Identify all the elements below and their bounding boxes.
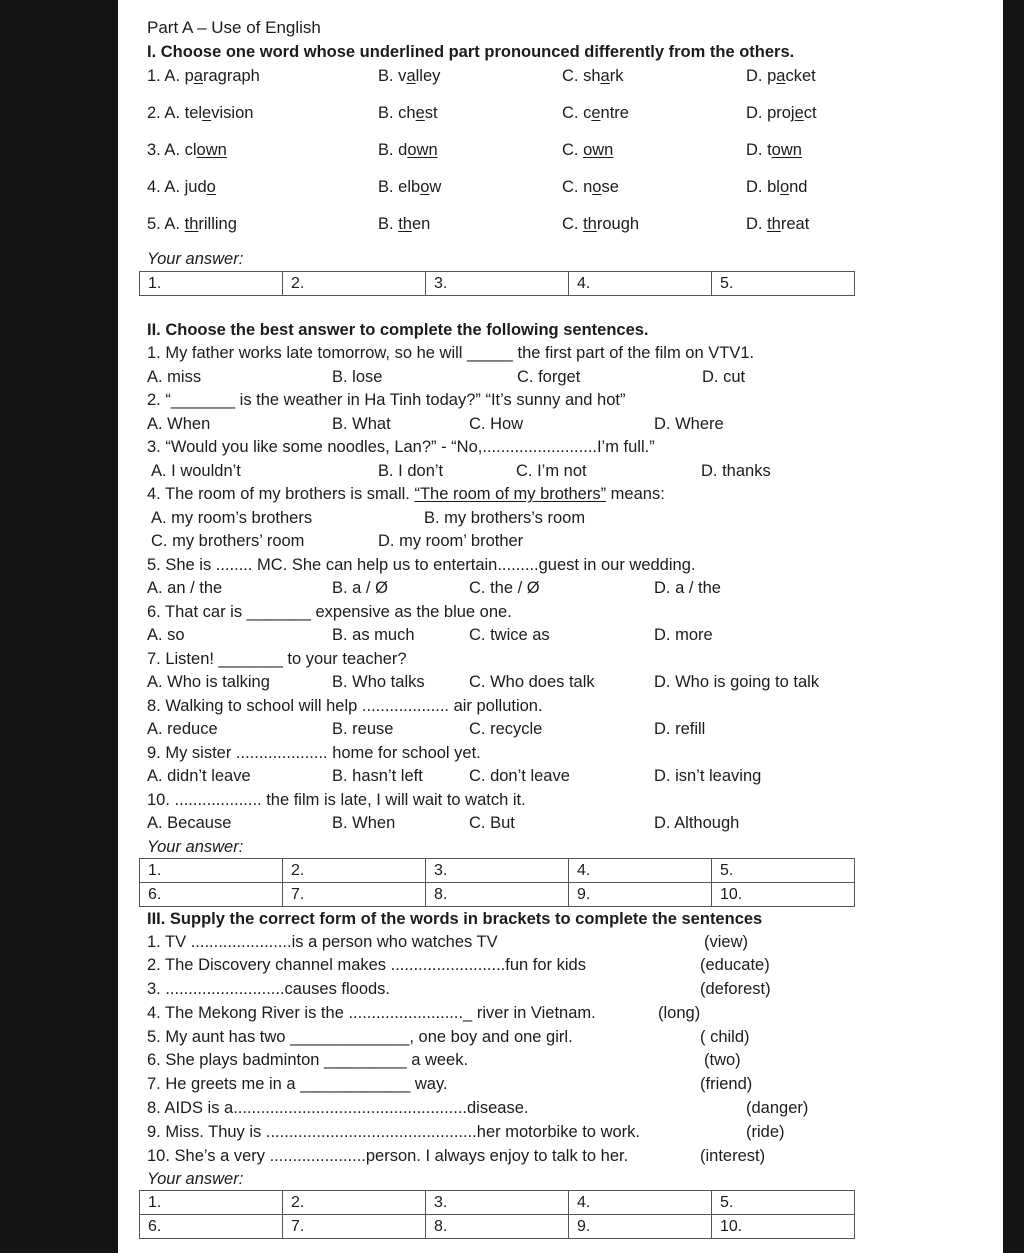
- item-text: 7. He greets me in a ____________ way.: [147, 1075, 448, 1094]
- option[interactable]: A. Who is talking: [147, 673, 270, 691]
- option[interactable]: D. more: [654, 626, 713, 644]
- option-text: B. ch: [378, 104, 416, 122]
- option-d[interactable]: [746, 212, 809, 236]
- section3-your-answer: Your answer:: [147, 1170, 244, 1189]
- options: [147, 366, 867, 390]
- option[interactable]: C. my brothers’ room: [151, 532, 305, 550]
- option[interactable]: C. recycle: [469, 720, 543, 738]
- answer-cell[interactable]: 9.: [569, 882, 712, 906]
- answer-cell[interactable]: 2.: [283, 272, 426, 296]
- answer-cell[interactable]: 5.: [712, 272, 855, 296]
- underlined-part: o: [779, 178, 790, 196]
- option[interactable]: D. my room’ brother: [378, 532, 524, 550]
- question: 10. ................... the film is late, I will wait to watch it.: [147, 790, 526, 809]
- answer-cell[interactable]: 4.: [569, 1191, 712, 1215]
- answer-cell[interactable]: 1.: [140, 272, 283, 296]
- option-text: D. proj: [746, 104, 795, 122]
- word-hint: (view): [704, 932, 748, 951]
- option-b[interactable]: [378, 175, 441, 199]
- underlined-part: e: [415, 104, 425, 122]
- question-text: 4. The room of my brothers is small.: [147, 485, 415, 503]
- option-text: D.: [746, 215, 768, 233]
- option[interactable]: A. an / the: [147, 579, 223, 597]
- underlined-part: a: [776, 67, 786, 85]
- options: [147, 507, 867, 531]
- option[interactable]: C. the / Ø: [469, 579, 540, 597]
- option[interactable]: A. Because: [147, 814, 232, 832]
- question-text: means:: [606, 485, 665, 503]
- underlined-part: th: [767, 215, 781, 233]
- option-text: ntre: [600, 104, 629, 122]
- section1-answer-table: [139, 271, 855, 296]
- option-a[interactable]: [147, 64, 260, 88]
- option[interactable]: C. Who does talk: [469, 673, 595, 691]
- option-text: cket: [785, 67, 816, 85]
- option[interactable]: C. But: [469, 814, 515, 832]
- option[interactable]: A. my room’s brothers: [151, 508, 313, 527]
- option[interactable]: A. miss: [147, 367, 202, 386]
- options: [147, 812, 867, 836]
- item-text: 6. She plays badminton _________ a week.: [147, 1051, 469, 1070]
- option-text: rough: [596, 215, 640, 233]
- answer-cell[interactable]: 8.: [426, 1215, 569, 1239]
- option-text: lley: [415, 67, 441, 85]
- option-text: C.: [562, 215, 584, 233]
- option[interactable]: D. thanks: [701, 461, 771, 480]
- word-hint: (ride): [746, 1122, 785, 1141]
- answer-cell[interactable]: 3.: [426, 272, 569, 296]
- option-text: 1. A. p: [147, 67, 194, 85]
- word-hint: (long): [658, 1003, 701, 1022]
- option[interactable]: A. didn’t leave: [147, 767, 251, 785]
- option-text: D. t: [746, 141, 772, 159]
- answer-cell[interactable]: 9.: [569, 1215, 712, 1239]
- option-text: st: [424, 104, 438, 122]
- word-form-item: [147, 1121, 867, 1145]
- option-text: B.: [378, 215, 399, 233]
- underlined-part: e: [591, 104, 601, 122]
- option[interactable]: B. When: [332, 814, 396, 832]
- option-text: reat: [780, 215, 810, 233]
- word-form-item: [147, 1073, 867, 1097]
- answer-cell[interactable]: 10.: [712, 882, 855, 906]
- underlined-part: a: [600, 67, 610, 85]
- options: [147, 624, 867, 648]
- option[interactable]: B. I don’t: [378, 461, 444, 480]
- option[interactable]: A. When: [147, 414, 211, 433]
- answer-cell[interactable]: 5.: [712, 1191, 855, 1215]
- answer-cell[interactable]: 3.: [426, 858, 569, 882]
- pronunciation-question: [147, 101, 867, 138]
- option-c[interactable]: [562, 212, 639, 236]
- option[interactable]: D. cut: [702, 367, 746, 386]
- option-text: C. sh: [562, 67, 601, 85]
- underlined-part: o: [592, 178, 602, 196]
- answer-cell[interactable]: 4.: [569, 858, 712, 882]
- option-d[interactable]: [746, 138, 802, 162]
- option-a[interactable]: [147, 175, 216, 199]
- option[interactable]: C. don’t leave: [469, 767, 570, 785]
- question: [147, 483, 867, 507]
- answer-cell[interactable]: 6.: [140, 1215, 283, 1239]
- option-text: ragraph: [202, 67, 260, 85]
- option-b[interactable]: [378, 138, 438, 162]
- part-title: Part A – Use of English: [147, 18, 321, 37]
- word-form-item: [147, 1097, 867, 1121]
- option[interactable]: B. my brothers’s room: [424, 508, 586, 527]
- answer-cell[interactable]: 2.: [283, 1191, 426, 1215]
- underlined-phrase: “The room of my brothers”: [414, 485, 607, 503]
- options: [147, 671, 867, 695]
- section1-title: I. Choose one word whose underlined part pronounced differently from the others.: [147, 43, 795, 61]
- answer-row: [140, 858, 855, 882]
- option-text: nd: [789, 178, 808, 196]
- option[interactable]: D. Who is going to talk: [654, 673, 820, 691]
- option-c[interactable]: [562, 64, 623, 88]
- question: 5. She is ........ MC. She can help us to entertain.........guest in our wedding.: [147, 555, 696, 574]
- answer-row: [140, 1215, 855, 1239]
- option-text: D. bl: [746, 178, 780, 196]
- question: 3. “Would you like some noodles, Lan?” - “No,.........................I’m full.”: [147, 438, 655, 456]
- item-text: 8. AIDS is a...................................................disease.: [147, 1099, 529, 1118]
- answer-cell[interactable]: 7.: [283, 1215, 426, 1239]
- question: 6. That car is _______ expensive as the blue one.: [147, 602, 512, 621]
- option-d[interactable]: [746, 101, 817, 125]
- section1-your-answer: Your answer:: [147, 250, 244, 268]
- option-c[interactable]: [562, 175, 619, 199]
- underlined-part: own: [771, 141, 802, 159]
- answer-row: [140, 272, 855, 296]
- option-text: C. n: [562, 178, 593, 196]
- option-text: vision: [211, 104, 254, 122]
- option-text: D. p: [746, 67, 777, 85]
- option-b[interactable]: [378, 101, 438, 125]
- pronunciation-question: [147, 138, 867, 175]
- option-text: C. c: [562, 104, 592, 122]
- option-text: B. elb: [378, 178, 421, 196]
- word-form-item: [147, 1049, 867, 1073]
- item-text: 2. The Discovery channel makes .........................fun for kids: [147, 956, 586, 975]
- word-form-item: [147, 931, 867, 955]
- underlined-part: own: [583, 141, 614, 159]
- option-a[interactable]: [147, 212, 237, 236]
- underlined-part: own: [196, 141, 227, 159]
- options: [147, 413, 867, 437]
- option[interactable]: D. Where: [654, 414, 724, 433]
- underlined-part: o: [206, 178, 216, 196]
- option[interactable]: B. lose: [332, 367, 383, 386]
- word-hint: ( child): [700, 1027, 750, 1046]
- answer-cell[interactable]: 1.: [140, 1191, 283, 1215]
- answer-cell[interactable]: 7.: [283, 882, 426, 906]
- answer-cell[interactable]: 10.: [712, 1215, 855, 1239]
- item-text: 4. The Mekong River is the ........................._ river in Vietnam.: [147, 1003, 596, 1022]
- option[interactable]: D. isn’t leaving: [654, 767, 762, 785]
- option[interactable]: D. refill: [654, 720, 706, 738]
- underlined-part: th: [184, 215, 199, 233]
- option-text: w: [429, 178, 442, 196]
- answer-cell[interactable]: 3.: [426, 1191, 569, 1215]
- word-form-item: [147, 1145, 867, 1169]
- item-text: 1. TV ......................is a person who watches TV: [147, 932, 498, 951]
- underlined-part: e: [794, 104, 804, 122]
- word-form-item: [147, 954, 867, 978]
- worksheet-content: [147, 16, 867, 1239]
- options: [147, 460, 867, 484]
- option[interactable]: A. reduce: [147, 720, 218, 738]
- word-form-item: [147, 978, 867, 1002]
- option[interactable]: D. Although: [654, 814, 740, 832]
- section2-answer-table: [139, 858, 855, 907]
- option[interactable]: A. so: [147, 626, 185, 644]
- option[interactable]: B. Who talks: [332, 673, 425, 691]
- option-b[interactable]: [378, 212, 430, 236]
- pronunciation-question: [147, 175, 867, 212]
- option-d[interactable]: [746, 175, 807, 199]
- section3-title: III. Supply the correct form of the words in brackets to complete the sentences: [147, 909, 763, 928]
- section3-answer-table: [139, 1190, 855, 1239]
- option-text: 2. A. tel: [147, 104, 203, 122]
- option-text: 4. A. jud: [147, 178, 207, 196]
- options: [147, 718, 867, 742]
- question: 9. My sister .................... home for school yet.: [147, 743, 481, 762]
- answer-row: [140, 882, 855, 906]
- question: 1. My father works late tomorrow, so he will _____ the first part of the film on VTV1.: [147, 344, 755, 362]
- underlined-part: e: [202, 104, 212, 122]
- option[interactable]: B. hasn’t left: [332, 767, 423, 785]
- word-hint: (interest): [700, 1146, 766, 1165]
- word-hint: (two): [704, 1051, 741, 1070]
- underlined-part: th: [583, 215, 597, 233]
- answer-cell[interactable]: 8.: [426, 882, 569, 906]
- option-text: C.: [562, 141, 584, 159]
- pronunciation-question: [147, 212, 867, 249]
- option[interactable]: C. twice as: [469, 626, 550, 644]
- pronunciation-question: [147, 64, 867, 101]
- underlined-part: o: [420, 178, 430, 196]
- underlined-part: a: [193, 67, 203, 85]
- word-hint: (educate): [700, 956, 770, 975]
- option[interactable]: C. How: [469, 414, 524, 433]
- option-text: en: [411, 215, 431, 233]
- question: 7. Listen! _______ to your teacher?: [147, 649, 407, 668]
- answer-row: [140, 1191, 855, 1215]
- answer-cell[interactable]: 5.: [712, 858, 855, 882]
- word-hint: (danger): [746, 1099, 809, 1118]
- option-c[interactable]: [562, 138, 613, 162]
- item-text: 3. ..........................causes floods.: [147, 980, 391, 999]
- question: 2. “_______ is the weather in Ha Tinh today?” “It’s sunny and hot”: [147, 391, 626, 409]
- option-text: B. v: [378, 67, 407, 85]
- option-b[interactable]: [378, 64, 440, 88]
- option-text: 3. A. cl: [147, 141, 197, 159]
- word-hint: (friend): [700, 1075, 753, 1094]
- word-form-item: [147, 1026, 867, 1050]
- answer-cell[interactable]: 2.: [283, 858, 426, 882]
- option-text: rilling: [198, 215, 237, 233]
- option-text: 5. A.: [147, 215, 185, 233]
- option-text: rk: [609, 67, 624, 85]
- option[interactable]: A. I wouldn’t: [151, 461, 241, 480]
- section1-questions: [147, 64, 867, 249]
- underlined-part: own: [407, 141, 438, 159]
- word-hint: (deforest): [700, 980, 771, 999]
- word-form-item: [147, 1002, 867, 1026]
- option[interactable]: B. a / Ø: [332, 579, 388, 597]
- options: [147, 530, 867, 554]
- option-d[interactable]: [746, 64, 816, 88]
- item-text: 9. Miss. Thuy is ..............................................her motorbike to work.: [147, 1122, 640, 1141]
- answer-cell[interactable]: 6.: [140, 882, 283, 906]
- underlined-part: th: [398, 215, 412, 233]
- answer-cell[interactable]: 4.: [569, 272, 712, 296]
- section2-title: II. Choose the best answer to complete the following sentences.: [147, 321, 649, 339]
- option[interactable]: B. as much: [332, 626, 415, 644]
- section2-your-answer: Your answer:: [147, 837, 244, 856]
- option[interactable]: D. a / the: [654, 579, 721, 597]
- option-text: se: [601, 178, 619, 196]
- option-a[interactable]: [147, 101, 253, 125]
- options: [147, 765, 867, 789]
- option-text: B. d: [378, 141, 408, 159]
- item-text: 5. My aunt has two _____________, one boy and one girl.: [147, 1027, 573, 1046]
- option-c[interactable]: [562, 101, 629, 125]
- options: [147, 577, 867, 601]
- question: 8. Walking to school will help ................... air pollution.: [147, 696, 543, 715]
- answer-cell[interactable]: 1.: [140, 858, 283, 882]
- underlined-part: a: [406, 67, 416, 85]
- option-text: ct: [803, 104, 817, 122]
- item-text: 10. She’s a very .....................person. I always enjoy to talk to her.: [147, 1146, 629, 1165]
- option[interactable]: C. forget: [517, 367, 581, 386]
- option-a[interactable]: [147, 138, 227, 162]
- option[interactable]: C. I’m not: [516, 461, 587, 480]
- option[interactable]: B. What: [332, 414, 391, 433]
- option[interactable]: B. reuse: [332, 720, 394, 738]
